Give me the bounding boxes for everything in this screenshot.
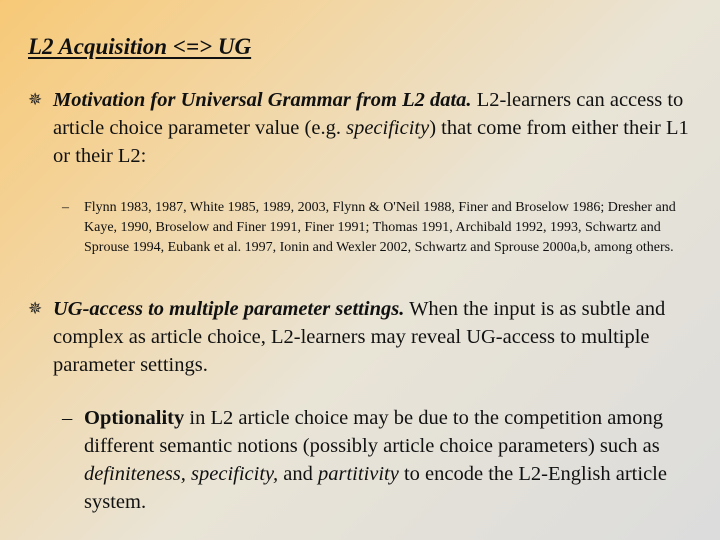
bullet-motivation-body-a: L2-learners can access to article choice parameter value (e.g. bbox=[53, 89, 684, 139]
sub-bullet-optionality bbox=[62, 404, 684, 516]
references-text: Flynn 1983, 1987, White 1985, 1989, 2003, Flynn & O'Neil 1988, Finer and Broselow 1986; Dresher and Kaye, 1990, Broselow and Finer 1991, Finer 1991; Thomas 1991, Archibald 1992, 1993, Schwartz and Sprouse 1994, Eubank et al. 1997, Ionin and Wexler 2002, Schwartz and Sprouse 2000a,b, among others. bbox=[84, 200, 676, 255]
bullet-ug-access-text bbox=[53, 295, 693, 379]
sub-bullet-references bbox=[62, 198, 694, 258]
bullet-motivation-body-b: ) that come from either their L1 or their L2: bbox=[53, 117, 689, 167]
bullet-motivation-emphasis: specificity bbox=[346, 117, 430, 139]
bullet-ug-access-body: When the input is as subtle and complex as article choice, L2-learners may reveal UG-access to multiple parameter settings. bbox=[53, 298, 666, 376]
bullet-motivation-text bbox=[53, 86, 693, 170]
bullet-motivation-lead: Motivation for Universal Grammar from L2 data. bbox=[53, 89, 472, 111]
optionality-bold: Optionality bbox=[84, 407, 185, 429]
dash-marker: – bbox=[62, 200, 69, 215]
optionality-emphasis-2: partitivity bbox=[318, 463, 399, 485]
bullet-ug-access bbox=[28, 295, 693, 379]
optionality-body-b: and bbox=[278, 463, 318, 485]
optionality-text bbox=[84, 404, 684, 516]
bullet-motivation bbox=[28, 86, 693, 170]
bullet-ug-access-lead: UG-access to multiple parameter settings. bbox=[53, 298, 405, 320]
optionality-body-a: in L2 article choice may be due to the competition among different semantic notions (possibly article choice parameters) such as bbox=[84, 407, 663, 457]
fleur-bullet-icon: ✵ bbox=[28, 90, 43, 110]
slide-title: L2 Acquisition <=> UG bbox=[28, 34, 252, 59]
fleur-bullet-icon: ✵ bbox=[28, 299, 43, 319]
optionality-emphasis-1: definiteness, specificity, bbox=[84, 463, 279, 485]
dash-marker: – bbox=[62, 407, 73, 429]
optionality-body-c: to encode the L2-English article system. bbox=[84, 463, 667, 513]
